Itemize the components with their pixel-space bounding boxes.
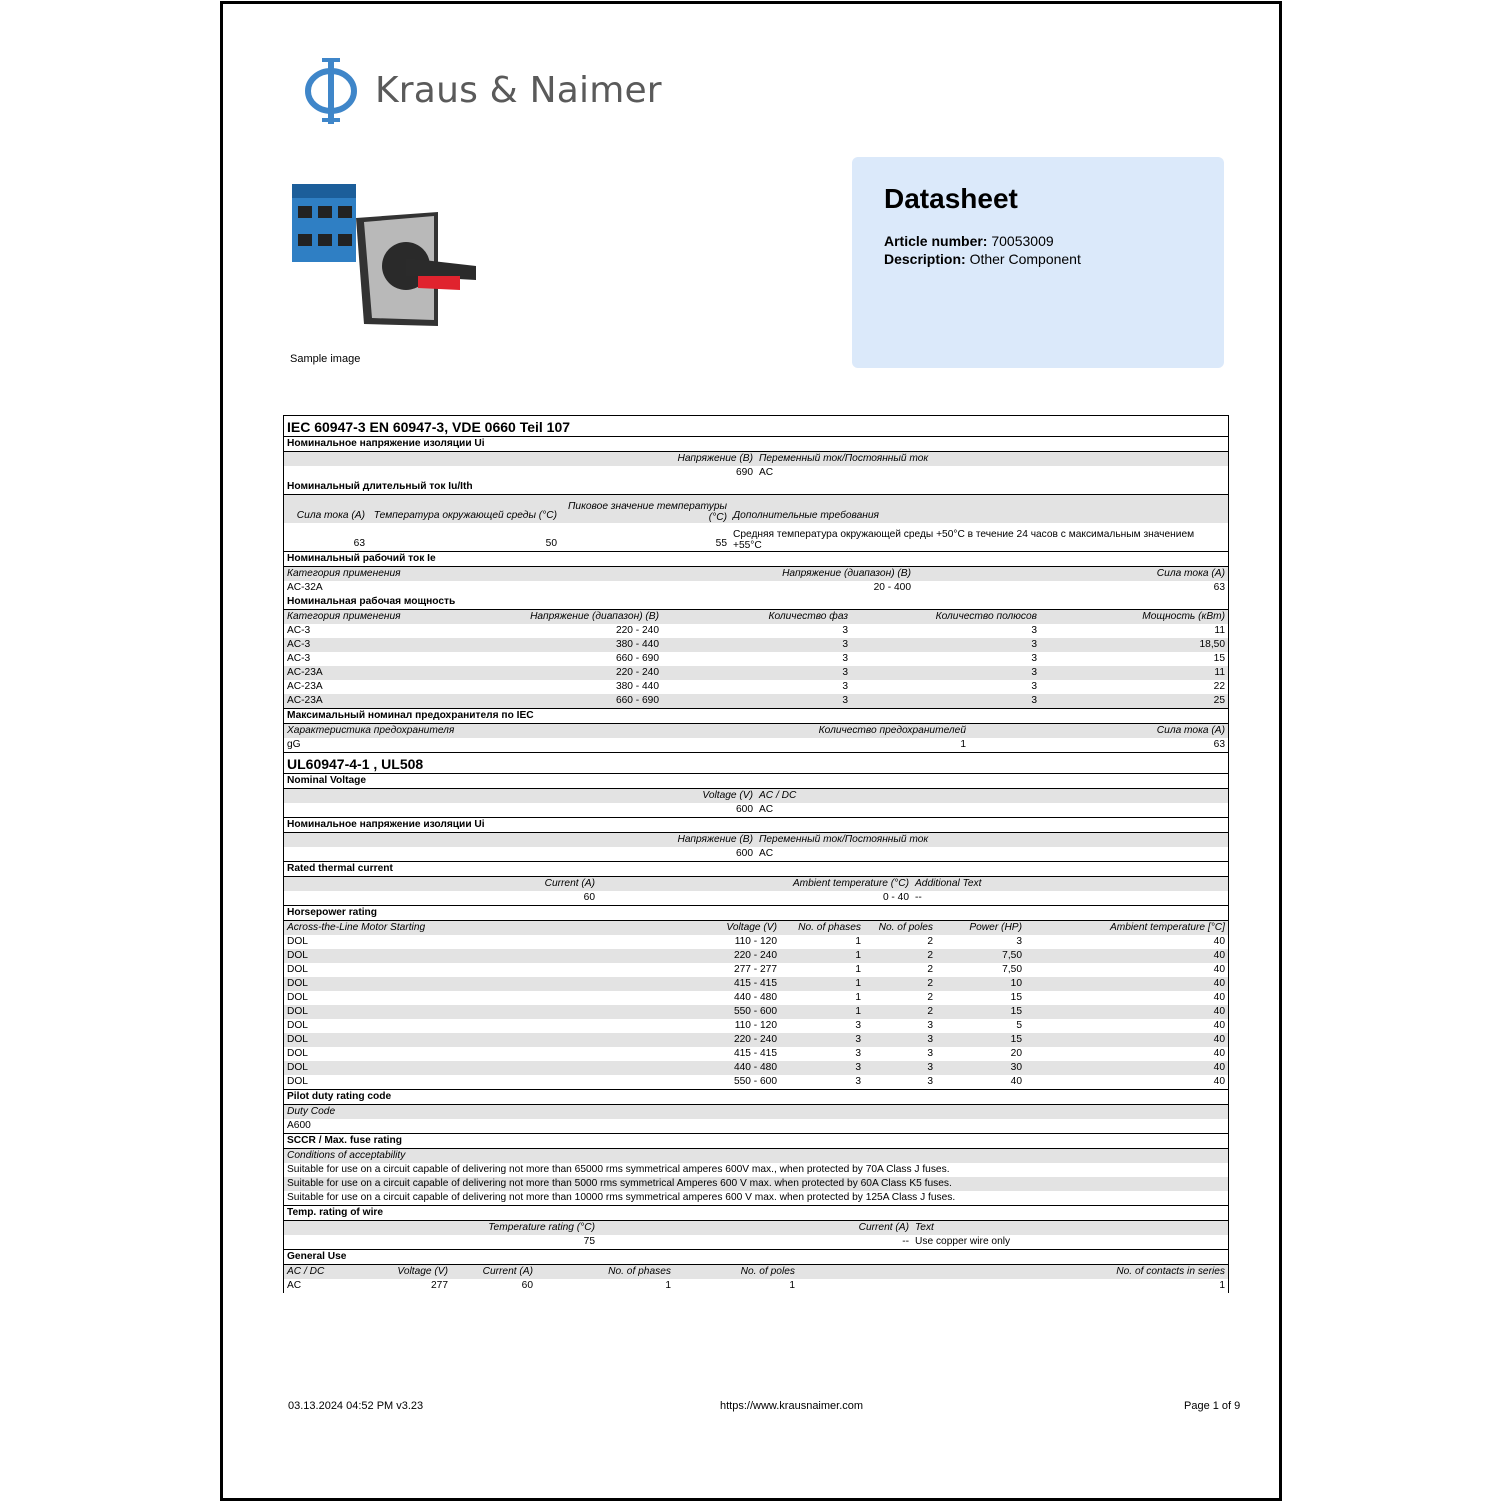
cell: 75: [583, 1236, 595, 1247]
table-row: [284, 738, 1228, 752]
header-cell: AC / DC: [759, 790, 797, 801]
table-header: [284, 1105, 1228, 1119]
header-cell: Количество фаз: [768, 611, 848, 622]
header-cell: Напряжение (диапазон) (В): [782, 568, 911, 579]
table-row: [284, 1061, 1228, 1075]
header-cell: Additional Text: [915, 878, 982, 889]
datasheet-title: Datasheet: [884, 183, 1018, 214]
cell: 30: [1010, 1062, 1022, 1073]
cell: 0 - 40: [882, 892, 909, 903]
cell: AC: [759, 804, 774, 815]
cell: 660 - 690: [615, 653, 659, 664]
table-row: [284, 963, 1228, 977]
cell: 50: [545, 538, 557, 549]
table-row: [284, 1033, 1228, 1047]
cell: 63: [1213, 739, 1225, 750]
table-row: [284, 666, 1228, 680]
cell: 3: [1031, 653, 1037, 664]
cell: 5: [1016, 1020, 1022, 1031]
cell: 40: [1213, 964, 1225, 975]
header-cell: AC / DC: [287, 1266, 325, 1277]
cell: 11: [1214, 667, 1225, 678]
table-row: [284, 624, 1228, 638]
cell: 60: [583, 892, 595, 903]
cell: AC: [759, 848, 774, 859]
table-row: [284, 523, 1228, 551]
cell: AC-3: [287, 625, 311, 636]
table-row: [284, 1235, 1228, 1249]
cell: 600: [736, 804, 753, 815]
cell: 3: [855, 1020, 861, 1031]
cell: AC-32A: [287, 582, 323, 593]
header-cell: Ambient temperature (°C): [792, 878, 909, 889]
cell: Suitable for use on a circuit capable of delivering not more than 5000 rms symmetrical Amperes 600 V max. when protected by 60A Class K5 fuses.: [287, 1178, 952, 1189]
cell: 40: [1213, 1048, 1225, 1059]
table-header: [284, 1149, 1228, 1163]
cell: 22: [1213, 681, 1225, 692]
cell: 3: [1031, 695, 1037, 706]
cell: 3: [1031, 639, 1037, 650]
header-cell: Ambient temperature [°C]: [1109, 922, 1225, 933]
cell: 3: [1031, 681, 1037, 692]
table-row: [284, 652, 1228, 666]
cell: DOL: [287, 1006, 308, 1017]
table-header: [284, 921, 1228, 935]
table-row: [284, 1019, 1228, 1033]
cell: 440 - 480: [733, 1062, 777, 1073]
cell: DOL: [287, 950, 308, 961]
cell: Suitable for use on a circuit capable of delivering not more than 65000 rms symmetrical amperes 600V max., when protected by 70A Class J fuses.: [287, 1164, 950, 1175]
cell: --: [915, 892, 922, 903]
cell: AC-3: [287, 653, 311, 664]
header-cell: Переменный ток/Постоянный ток: [759, 453, 929, 464]
cell: 1: [855, 936, 861, 947]
description-label: Description:: [884, 251, 966, 267]
cell: 380 - 440: [615, 639, 659, 650]
group-ul-sccr: SCCR / Max. fuse rating: [284, 1133, 1228, 1149]
cell: 3: [842, 695, 848, 706]
group-iec-operational-current: Номинальный рабочий ток Ie: [284, 551, 1228, 567]
cell: 3: [927, 1020, 933, 1031]
table-row: [284, 949, 1228, 963]
cell: Средняя температура окружающей среды +50°C в течение 24 часов с максимальным значением +55°C: [733, 529, 1195, 551]
cell: 2: [927, 992, 933, 1003]
header-cell: No. of phases: [798, 922, 861, 933]
cell: 1: [855, 992, 861, 1003]
cell: 3: [855, 1076, 861, 1087]
header-cell: Сила тока (A): [296, 510, 365, 521]
cell: 15: [1010, 1034, 1022, 1045]
group-iec-thermal: Номинальный длительный ток Iu/Ith: [284, 480, 1228, 495]
header-cell: Пиковое значение температуры (°C): [568, 501, 727, 523]
product-image: [288, 178, 480, 330]
header-cell: Напряжение (диапазон) (В): [530, 611, 659, 622]
cell: 40: [1213, 992, 1225, 1003]
cell: 1: [665, 1280, 671, 1291]
header-cell: No. of phases: [608, 1266, 671, 1277]
cell: 7,50: [1002, 950, 1022, 961]
cell: DOL: [287, 1062, 308, 1073]
header-cell: Across-the-Line Motor Starting: [287, 922, 426, 933]
group-ul-insulation: Номинальное напряжение изоляции Ui: [284, 817, 1228, 833]
cell: DOL: [287, 1034, 308, 1045]
cell: 1: [1219, 1280, 1225, 1291]
cell: Use copper wire only: [915, 1236, 1011, 1247]
header-cell: Количество полюсов: [935, 611, 1037, 622]
cell: 600: [736, 848, 753, 859]
header-cell: Duty Code: [287, 1106, 336, 1117]
cell: 110 - 120: [734, 1020, 777, 1031]
cell: AC-23A: [287, 667, 323, 678]
header-cell: Voltage (V): [702, 790, 753, 801]
cell: gG: [287, 739, 301, 750]
group-iec-fuse: Максимальный номинал предохранителя по IEC: [284, 708, 1228, 724]
section-title-ul: UL60947-4-1 , UL508: [284, 752, 1228, 774]
cell: 1: [855, 950, 861, 961]
table-row: [284, 991, 1228, 1005]
cell: 660 - 690: [615, 695, 659, 706]
cell: 1: [960, 739, 966, 750]
table-row: [284, 638, 1228, 652]
cell: 40: [1213, 1020, 1225, 1031]
cell: A600: [287, 1120, 311, 1131]
group-ul-pilot: Pilot duty rating code: [284, 1089, 1228, 1105]
cell: AC: [759, 467, 774, 478]
table-row: [284, 581, 1228, 595]
cell: AC-3: [287, 639, 311, 650]
table-row: [284, 1177, 1228, 1191]
cell: 220 - 240: [733, 950, 777, 961]
cell: 40: [1010, 1076, 1022, 1087]
table-row: [284, 466, 1228, 480]
description-value: Other Component: [969, 251, 1081, 267]
cell: --: [902, 1236, 909, 1247]
group-ul-horsepower: Horsepower rating: [284, 905, 1228, 921]
section-title-iec: IEC 60947-3 EN 60947-3, VDE 0660 Teil 107: [284, 416, 1228, 437]
table-header: [284, 610, 1228, 624]
cell: 3: [842, 639, 848, 650]
cell: 18,50: [1199, 639, 1225, 650]
article-number: [884, 233, 1054, 249]
header-cell: Voltage (V): [726, 922, 777, 933]
group-ul-nominal-voltage: Nominal Voltage: [284, 774, 1228, 789]
group-ul-thermal: Rated thermal current: [284, 861, 1228, 877]
cell: DOL: [287, 936, 308, 947]
header-cell: No. of poles: [740, 1266, 795, 1277]
footer-url[interactable]: https://www.krausnaimer.com: [720, 1400, 864, 1412]
header-cell: Мощность (кВт): [1142, 611, 1225, 622]
cell: 220 - 240: [615, 667, 659, 678]
group-iec-insulation: Номинальное напряжение изоляции Ui: [284, 437, 1228, 452]
cell: 3: [842, 653, 848, 664]
cell: DOL: [287, 964, 308, 975]
table-header: [284, 877, 1228, 891]
cell: 415 - 415: [733, 1048, 777, 1059]
cell: 10: [1010, 978, 1022, 989]
cell: 15: [1010, 1006, 1022, 1017]
header-cell: Temperature rating (°C): [488, 1222, 595, 1233]
cell: 40: [1213, 1006, 1225, 1017]
table-row: [284, 977, 1228, 991]
cell: 3: [1031, 667, 1037, 678]
cell: 3: [855, 1062, 861, 1073]
table-row: [284, 891, 1228, 905]
header-cell: Current (A): [544, 878, 595, 889]
cell: DOL: [287, 978, 308, 989]
cell: 3: [1016, 936, 1022, 947]
cell: 1: [855, 978, 861, 989]
header-cell: Conditions of acceptability: [287, 1150, 406, 1161]
cell: 11: [1214, 625, 1225, 636]
cell: 3: [927, 1048, 933, 1059]
cell: 40: [1213, 936, 1225, 947]
cell: 3: [927, 1034, 933, 1045]
cell: 2: [927, 950, 933, 961]
cell: Suitable for use on a circuit capable of delivering not more than 10000 rms symmetrical amperes 600 V max. when protected by 125A Class J fuses.: [287, 1192, 956, 1203]
table-row: [284, 1191, 1228, 1205]
table-row: [284, 1047, 1228, 1061]
cell: DOL: [287, 992, 308, 1003]
cell: 3: [855, 1048, 861, 1059]
table-row: [284, 1005, 1228, 1019]
cell: 3: [842, 625, 848, 636]
cell: 63: [353, 538, 365, 549]
cell: 277 - 277: [733, 964, 777, 975]
cell: 3: [927, 1062, 933, 1073]
cell: 20 - 400: [873, 582, 911, 593]
datasheet-info-box: [852, 157, 1224, 368]
cell: 40: [1213, 1076, 1225, 1087]
header-cell: Количество предохранителей: [818, 725, 966, 736]
table-header: [284, 724, 1228, 738]
cell: 40: [1213, 978, 1225, 989]
cell: 60: [521, 1280, 533, 1291]
header-cell: Дополнительные требования: [733, 510, 879, 521]
cell: AC-23A: [287, 695, 323, 706]
header-cell: Категория применения: [287, 568, 401, 579]
header-cell: Text: [915, 1222, 934, 1233]
cell: 40: [1213, 1034, 1225, 1045]
image-caption: Sample image: [290, 353, 361, 365]
cell: 220 - 240: [733, 1034, 777, 1045]
header-cell: Сила тока (A): [1156, 568, 1225, 579]
table-row: [284, 1163, 1228, 1177]
cell: 7,50: [1002, 964, 1022, 975]
cell: 2: [927, 1006, 933, 1017]
cell: 1: [855, 964, 861, 975]
group-iec-operational-power: Номинальная рабочая мощность: [284, 595, 1228, 610]
table-header: [284, 1265, 1228, 1279]
header-cell: Напряжение (В): [677, 453, 753, 464]
cell: AC: [287, 1280, 302, 1291]
article-label: Article number:: [884, 233, 988, 249]
header-cell: Характеристика предохранителя: [287, 725, 455, 736]
cell: 3: [842, 681, 848, 692]
cell: 277: [431, 1280, 448, 1291]
cell: 3: [855, 1034, 861, 1045]
cell: 220 - 240: [615, 625, 659, 636]
article-value: 70053009: [991, 233, 1054, 249]
cell: 380 - 440: [615, 681, 659, 692]
cell: 690: [736, 467, 753, 478]
cell: 55: [715, 538, 727, 549]
table-row: [284, 935, 1228, 949]
cell: DOL: [287, 1076, 308, 1087]
header-cell: No. of poles: [878, 922, 933, 933]
cell: 2: [927, 964, 933, 975]
table-header: [284, 495, 1228, 523]
cell: 550 - 600: [733, 1076, 777, 1087]
cell: 63: [1213, 582, 1225, 593]
table-row: [284, 847, 1228, 861]
header-cell: Сила тока (A): [1156, 725, 1225, 736]
header-cell: Power (HP): [969, 922, 1022, 933]
table-header: [284, 833, 1228, 847]
cell: 2: [927, 978, 933, 989]
cell: 15: [1010, 992, 1022, 1003]
brand-name: Kraus & Naimer: [375, 70, 662, 111]
cell: 25: [1213, 695, 1225, 706]
cell: 1: [789, 1280, 795, 1291]
cell: 20: [1010, 1048, 1022, 1059]
cell: AC-23A: [287, 681, 323, 692]
cell: 40: [1213, 950, 1225, 961]
header-cell: Температура окружающей среды (°C): [373, 510, 557, 521]
cell: 550 - 600: [733, 1006, 777, 1017]
table-header: [284, 452, 1228, 466]
cell: 1: [855, 1006, 861, 1017]
cell: DOL: [287, 1048, 308, 1059]
footer-date: 03.13.2024 04:52 PM v3.23: [288, 1400, 424, 1412]
cell: 2: [927, 936, 933, 947]
table-row: [284, 694, 1228, 708]
table-row: [284, 803, 1228, 817]
cell: 440 - 480: [733, 992, 777, 1003]
description: [884, 251, 1081, 267]
cell: 3: [927, 1076, 933, 1087]
table-header: [284, 789, 1228, 803]
group-ul-general: General Use: [284, 1249, 1228, 1265]
group-ul-wire: Temp. rating of wire: [284, 1205, 1228, 1221]
table-row: [284, 1279, 1228, 1293]
header-cell: No. of contacts in series: [1116, 1266, 1225, 1277]
header-cell: Current (A): [482, 1266, 533, 1277]
table-row: [284, 680, 1228, 694]
cell: 15: [1213, 653, 1225, 664]
cell: DOL: [287, 1020, 308, 1031]
cell: 110 - 120: [734, 936, 777, 947]
cell: 40: [1213, 1062, 1225, 1073]
table-row: [284, 1075, 1228, 1089]
footer-page-number: Page 1 of 9: [1184, 1400, 1241, 1412]
spec-table: [283, 415, 1229, 1293]
table-header: [284, 1221, 1228, 1235]
cell: 415 - 415: [733, 978, 777, 989]
header-cell: Current (A): [858, 1222, 909, 1233]
header-cell: Переменный ток/Постоянный ток: [759, 834, 929, 845]
cell: 3: [842, 667, 848, 678]
table-row: [284, 1119, 1228, 1133]
cell: 3: [1031, 625, 1037, 636]
header-cell: Категория применения: [287, 611, 401, 622]
header-cell: Напряжение (В): [677, 834, 753, 845]
horsepower-rows: [284, 935, 1228, 1089]
table-header: [284, 567, 1228, 581]
header-cell: Voltage (V): [397, 1266, 448, 1277]
